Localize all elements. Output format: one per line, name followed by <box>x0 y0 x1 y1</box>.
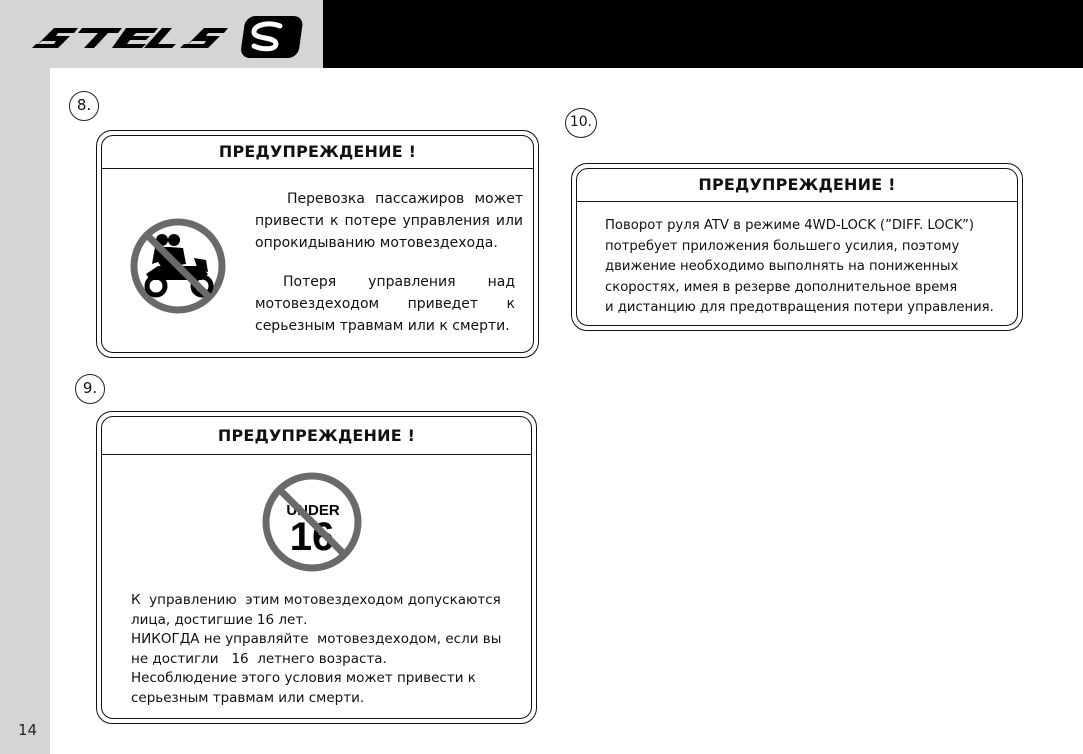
warning-text-paragraph-2: Потеря управления над мотовездеходом приведет к серьезным травмам или к смерти. <box>255 274 515 334</box>
under-label: UNDER <box>286 502 340 519</box>
warning-title: ПРЕДУПРЕЖДЕНИЕ ! <box>102 136 533 169</box>
warning-text: К управлению этим мотовездеходом допускаются лица, достигшие 16 лет. НИКОГДА не управляйте мотовездеходом, если вы не достигли 16 летнего возраста. Несоблюдение этого условия может привести к серьезным травмам или смерти. <box>131 592 502 706</box>
page-number: 14 <box>18 721 38 739</box>
section-number-10: 10. <box>565 108 597 138</box>
age-number-label: 16 <box>289 515 335 559</box>
warning-text-paragraph-1: Перевозка пассажиров может привести к потере управления или опрокидыванию мотовездехода. <box>255 191 523 251</box>
under-16-prohibited-icon <box>260 470 364 574</box>
warning-text: Поворот руля ATV в режиме 4WD-LOCK (”DIFF. LOCK”) потребует приложения большего усилия, поэтому движение необходимо выполнять на пониженных скоростях, имея в резерве дополнительное время и дистанцию для предотвращения потери управления. <box>605 218 994 315</box>
section-number-9: 9. <box>75 374 105 404</box>
warning-title: ПРЕДУПРЕЖДЕНИЕ ! <box>102 417 531 455</box>
warning-card-4wd-lock <box>571 163 1023 331</box>
section-number-8: 8. <box>69 91 99 121</box>
stels-logo <box>26 14 306 60</box>
left-sidebar-band <box>0 68 50 754</box>
header-black-band <box>323 0 1083 68</box>
warning-card-passengers <box>96 130 539 358</box>
warning-title: ПРЕДУПРЕЖДЕНИЕ ! <box>577 169 1017 202</box>
warning-card-age <box>96 411 537 724</box>
no-passengers-icon <box>128 216 228 316</box>
